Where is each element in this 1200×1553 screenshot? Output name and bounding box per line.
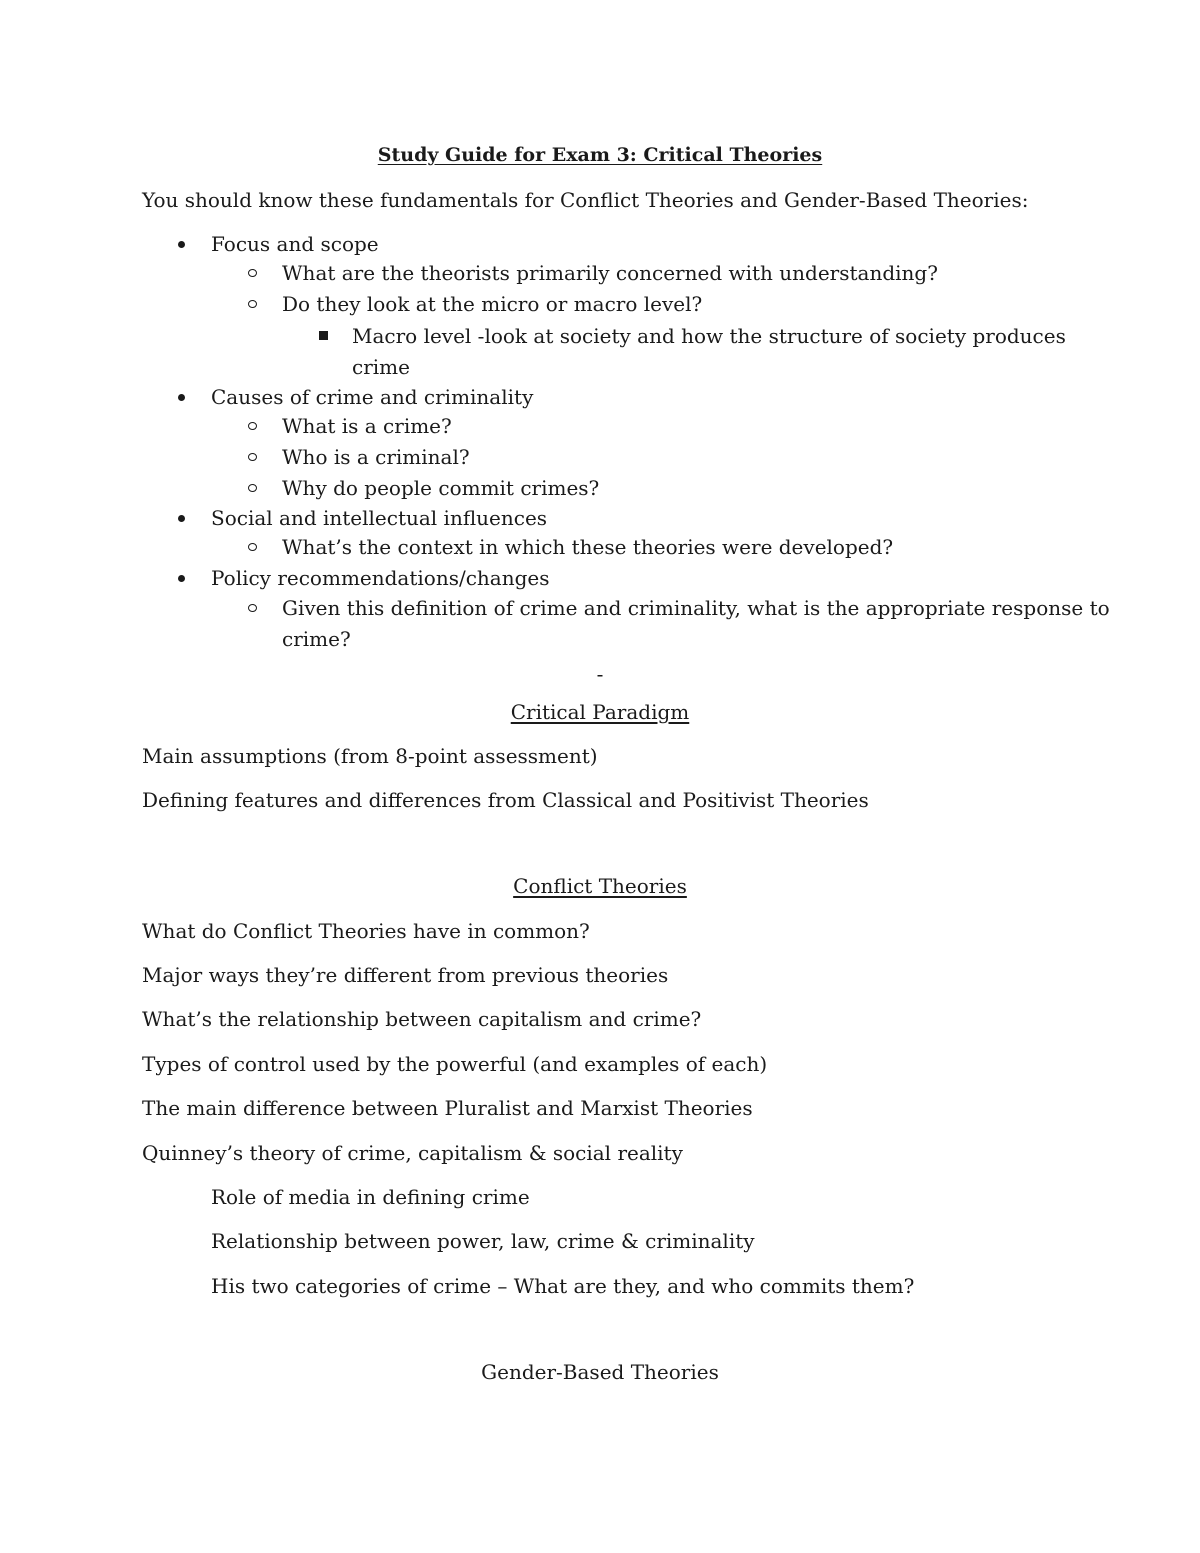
conflict-item: What do Conflict Theories have in common? [142,919,590,943]
list-item-policy: Policy recommendations/changes [211,566,550,590]
bullet-dot-icon [178,241,185,248]
heading-conflict-theories: Conflict Theories [513,874,687,898]
page-title: Study Guide for Exam 3: Critical Theories [377,144,823,166]
conflict-item: The main difference between Pluralist and Marxist Theories [142,1096,753,1120]
list-item-causes-q1: What is a crime? [282,414,452,438]
bullet-dot-icon [178,515,185,522]
list-item-focus: Focus and scope [211,232,379,256]
conflict-subitem: Role of media in defining crime [211,1185,530,1209]
critical-paradigm-item: Main assumptions (from 8-point assessment) [142,744,598,768]
list-item-influences: Social and intellectual influences [211,506,548,530]
bullet-circle-icon [248,422,257,430]
bullet-square-icon [319,331,328,340]
critical-paradigm-item: Defining features and differences from Classical and Positivist Theories [142,788,869,812]
list-item-focus-q2: Do they look at the micro or macro level? [282,292,703,316]
heading-gender-based-theories: Gender-Based Theories [481,1360,719,1384]
bullet-circle-icon [248,484,257,492]
bullet-circle-icon [248,269,257,277]
bullet-circle-icon [248,300,257,308]
bullet-dot-icon [178,394,185,401]
conflict-item: Major ways they’re different from previous theories [142,963,669,987]
heading-critical-paradigm: Critical Paradigm [510,700,690,724]
list-item-focus-q1: What are the theorists primarily concerned with understanding? [282,261,938,285]
conflict-subitem: Relationship between power, law, crime & criminality [211,1229,755,1253]
list-item-policy-q1: Given this definition of crime and criminality, what is the appropriate response to [282,596,1110,620]
list-item-causes-q2: Who is a criminal? [282,445,470,469]
bullet-circle-icon [248,543,257,551]
bullet-circle-icon [248,604,257,612]
separator: - [596,662,604,686]
conflict-item: Quinney’s theory of crime, capitalism & social reality [142,1141,683,1165]
intro-text: You should know these fundamentals for Conflict Theories and Gender-Based Theories: [142,188,1029,212]
list-item-causes: Causes of crime and criminality [211,385,534,409]
list-item-focus-q2-answer-cont: crime [352,355,410,379]
list-item-influences-q1: What’s the context in which these theories were developed? [282,535,894,559]
bullet-circle-icon [248,453,257,461]
list-item-focus-q2-answer: Macro level -look at society and how the structure of society produces [352,324,1066,348]
list-item-policy-q1-cont: crime? [282,627,351,651]
conflict-item: Types of control used by the powerful (and examples of each) [142,1052,768,1076]
conflict-item: What’s the relationship between capitalism and crime? [142,1007,702,1031]
bullet-dot-icon [178,575,185,582]
list-item-causes-q3: Why do people commit crimes? [282,476,600,500]
conflict-subitem: His two categories of crime – What are they, and who commits them? [211,1274,915,1298]
